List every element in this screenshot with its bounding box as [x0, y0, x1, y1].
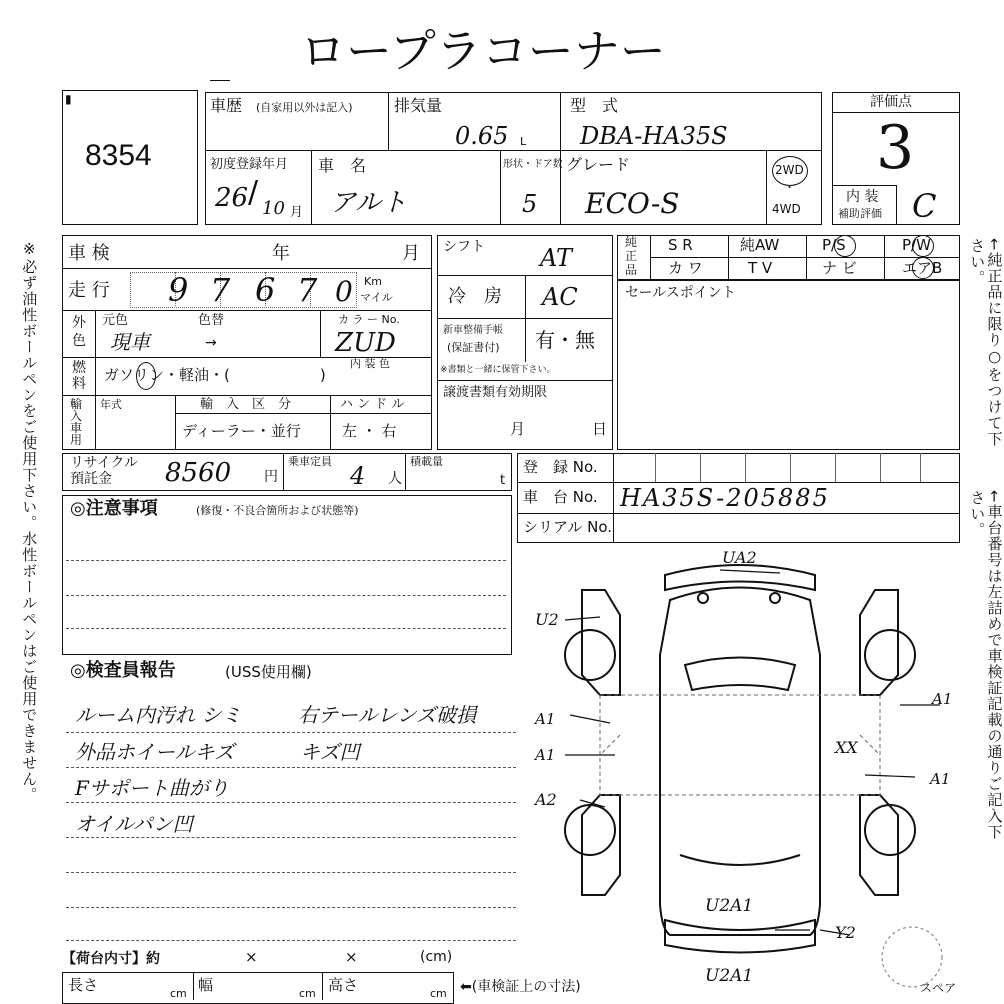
cargo-height-cm: cm: [430, 987, 447, 1000]
equip-airbag-circle: [912, 257, 934, 279]
aircon-label: 冷 房: [448, 286, 502, 307]
model-label: 型 式: [570, 96, 619, 115]
mileage-km: Km: [364, 275, 382, 288]
fuel-circle: [136, 362, 156, 390]
history-label: 車歴: [210, 96, 243, 115]
aircon-value: AC: [542, 283, 578, 311]
equip-tv: T V: [748, 259, 773, 277]
color-orig-value: 現車: [110, 330, 150, 354]
import-year-label: 年式: [100, 398, 122, 411]
color-change-label: 色替: [198, 313, 225, 328]
mark-a1-left-top: A1: [535, 710, 556, 728]
score-label: 評価点: [870, 94, 912, 110]
notes-label: ◎注意事項: [70, 498, 158, 519]
mark-xx: XX: [835, 738, 858, 757]
equipment-label-2: 正: [625, 249, 638, 263]
mark-u2a1-bottom: U2A1: [705, 966, 754, 986]
side-note-left: ※必ず油性ボールペンをご使用下さい。水性ボールペンはご使用できません。: [20, 240, 39, 803]
drive-dot: ・: [784, 181, 795, 194]
drive-2wd: 2WD: [775, 163, 804, 177]
spare-label: スペア: [920, 981, 957, 995]
import-category-label: 輸 入 区 分: [200, 397, 292, 412]
inspection-month: 月: [402, 243, 420, 264]
equipment-label-1: 純: [625, 235, 638, 249]
import-label-4: 用: [70, 433, 83, 447]
color-interior-label: 内 装 色: [350, 357, 390, 370]
report-sub: (USS使用欄): [225, 663, 312, 681]
interior-sub: 補助評価: [838, 207, 882, 220]
lot-box: [62, 90, 198, 225]
mark-ua2: UA2: [722, 548, 757, 567]
mark-a1-left-mid: A1: [535, 746, 556, 764]
first-reg-year: 26: [215, 183, 249, 213]
first-reg-slash: /: [248, 175, 259, 210]
mark-a1-right-top: A1: [932, 690, 953, 708]
recycle-label-2: 預託金: [70, 471, 112, 487]
page-title: ロープラコーナー: [300, 25, 666, 77]
import-handle-label: ハ ン ド ル: [340, 397, 405, 412]
side-note-right-2: ←車台番号は左詰めで車検証記載の通りご記入下さい。: [968, 490, 1004, 840]
cargo-times-2: ×: [345, 948, 358, 966]
load-unit: t: [500, 473, 506, 488]
shift-value: AT: [540, 244, 573, 272]
fuel-label-1: 燃: [72, 360, 86, 376]
import-category-value: ディーラー・並行: [182, 422, 301, 440]
mileage-label: 走 行: [68, 280, 110, 301]
mark-a2: A2: [535, 790, 557, 809]
first-reg-month-unit: 月: [290, 205, 304, 220]
cargo-times-1: ×: [245, 948, 258, 966]
import-label-2: 入: [70, 409, 83, 423]
equip-sr: S R: [668, 236, 693, 254]
transfer-label: 譲渡書類有効期限: [443, 385, 548, 400]
first-reg-label: 初度登録年月: [210, 157, 289, 172]
cargo-height: 高さ: [328, 976, 359, 994]
report-line-1: ルーム内汚れ シミ: [75, 703, 242, 727]
color-ext-label-1: 外: [72, 315, 86, 331]
cargo-length: 長さ: [68, 976, 99, 994]
lot-number: 8354: [85, 139, 152, 172]
inspection-year: 年: [272, 243, 290, 264]
equip-pw: P/W: [902, 236, 931, 254]
cargo-unit: (cm): [420, 949, 453, 965]
color-code-label: カ ラ ー No.: [338, 313, 400, 326]
interior-value: C: [912, 187, 937, 225]
chassis-value: HA35S-205885: [620, 484, 830, 512]
notes-box: [62, 495, 512, 655]
chassis-label: 車 台 No.: [523, 488, 598, 506]
first-reg-month: 10: [262, 198, 285, 219]
equip-aw: 純AW: [740, 236, 780, 254]
cargo-width: 幅: [198, 976, 214, 994]
import-label-3: 車: [70, 421, 83, 435]
fuel-label-2: 料: [72, 376, 86, 392]
cargo-dims-box: [62, 972, 454, 1004]
maintenance-value: 有・無: [535, 328, 595, 352]
color-ext-label-2: 色: [72, 333, 86, 349]
cargo-width-cm: cm: [299, 987, 316, 1000]
equip-leather: カ ワ: [668, 259, 703, 277]
interior-label: 内 装: [846, 189, 879, 205]
equip-ps: P/S: [822, 236, 846, 254]
report-line-5: Fサポート曲がり: [75, 776, 229, 800]
mark-y2: Y2: [835, 923, 856, 942]
car-diagram: [520, 545, 960, 990]
report-line-4: キズ凹: [300, 740, 360, 764]
mileage-digit-3: 6: [255, 271, 276, 309]
maintenance-note: ※書類と一緒に保管下さい。: [440, 365, 556, 375]
doors-label: 形状・ドア数: [503, 159, 563, 170]
grade-label: グレード: [566, 155, 631, 174]
cargo-cert: ⬅(車検証上の寸法): [460, 979, 581, 995]
mark-u2a1-front: U2A1: [705, 896, 754, 916]
report-line-2: 右テールレンズ破損: [298, 703, 476, 727]
doors-value: 5: [522, 190, 538, 218]
maintenance-label-2: (保証書付): [447, 341, 500, 354]
fuel-options: ガソリン・軽油・( ): [104, 366, 326, 384]
mark-u2: U2: [535, 610, 559, 629]
sales-points-box: [617, 280, 960, 450]
cargo-label: 【荷台内寸】約: [62, 951, 160, 967]
shift-label: シフト: [443, 239, 485, 255]
corner-mark: ▮: [65, 92, 72, 106]
mileage-digit-5: 0: [335, 275, 353, 308]
report-line-6: オイルパン凹: [75, 812, 193, 836]
maintenance-label-1: 新車整備手帳: [443, 325, 503, 336]
report-label: ◎検査員報告: [70, 660, 176, 681]
notes-sub: (修復・不良合箇所および状態等): [196, 504, 359, 517]
car-name-label: 車 名: [318, 156, 367, 175]
sales-points-label: セールスポイント: [625, 285, 736, 301]
color-arrow: →: [205, 335, 217, 351]
capacity-label: 乗車定員: [288, 455, 332, 468]
model-value: DBA-HA35S: [580, 122, 728, 150]
color-code-value: ZUD: [335, 328, 396, 358]
history-note: (自家用以外は記入): [256, 101, 353, 114]
equip-airbag: エアB: [902, 259, 943, 277]
score-value: 3: [876, 113, 915, 183]
car-name-value: アルト: [330, 188, 407, 218]
report-line-3: 外品ホイールキズ: [75, 740, 235, 764]
load-label: 積載量: [410, 455, 443, 468]
drive-4wd: 4WD: [772, 202, 801, 216]
mileage-digit-2: 7: [210, 271, 231, 309]
transfer-day: 日: [592, 420, 608, 438]
grade-value: ECO-S: [585, 187, 680, 220]
recycle-label-1: リサイクル: [70, 455, 139, 471]
capacity-unit: 人: [388, 471, 402, 487]
equip-ps-circle: [834, 235, 856, 257]
capacity-value: 4: [350, 462, 366, 490]
equip-navi: ナ ビ: [822, 259, 857, 277]
mileage-digit-boxes: [130, 272, 357, 308]
recycle-unit: 円: [264, 469, 278, 485]
displacement-unit: L: [520, 135, 527, 148]
color-orig-label: 元色: [102, 313, 129, 328]
mark-a1-right-mid: A1: [930, 770, 951, 788]
import-handle-value: 左 ・ 右: [342, 422, 397, 440]
displacement-value: 0.65: [455, 122, 509, 150]
serial-label: シリアル No.: [523, 518, 613, 536]
import-label-1: 輸: [70, 397, 83, 411]
mileage-mile: マイル: [360, 291, 393, 304]
registration-label: 登 録 No.: [523, 458, 598, 476]
equip-pw-circle: [912, 235, 934, 257]
equipment-label-3: 品: [625, 263, 638, 277]
mileage-digit-1: 9: [168, 271, 189, 309]
displacement-label: 排気量: [394, 96, 443, 115]
inspection-label: 車 検: [68, 243, 110, 264]
mileage-digit-4: 7: [297, 271, 318, 309]
recycle-value: 8560: [165, 458, 232, 488]
cargo-length-cm: cm: [170, 987, 187, 1000]
transfer-month: 月: [510, 420, 526, 438]
side-note-right-1: ←純正品に限り○をつけて下さい。: [968, 238, 1004, 447]
